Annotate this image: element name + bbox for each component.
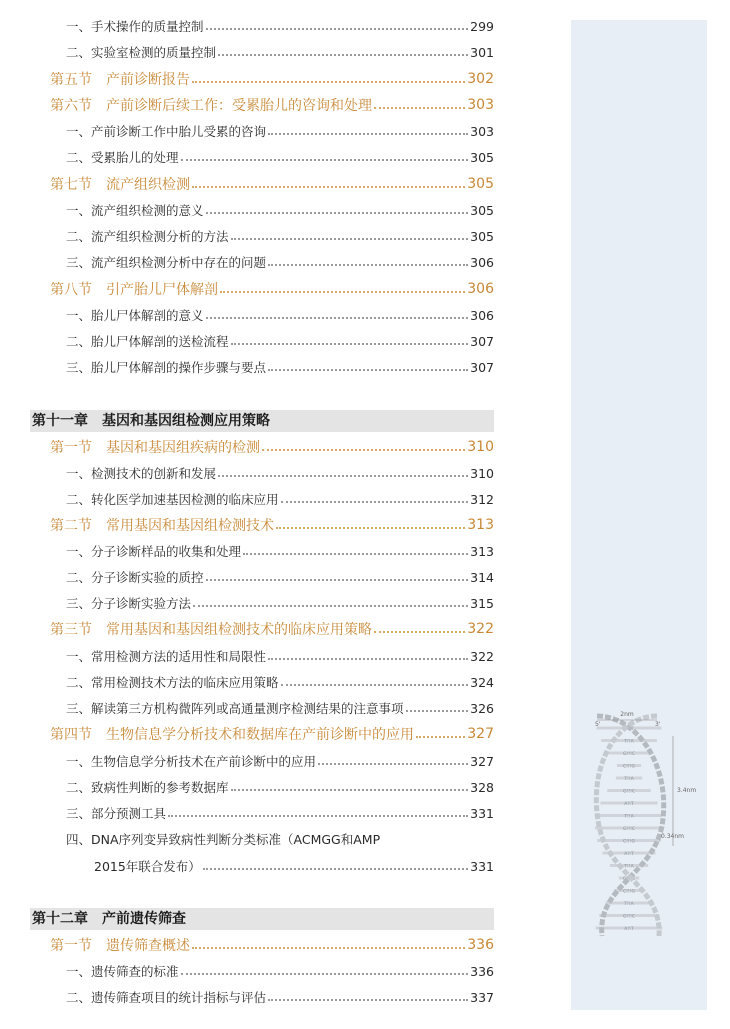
base-pair-label: T!!A bbox=[624, 814, 634, 820]
toc-entry-title: 第三节 常用基因和基因组检测技术的临床应用策略 bbox=[50, 622, 372, 638]
toc-entry-page: 331 bbox=[470, 805, 494, 821]
toc-entry[interactable] bbox=[66, 119, 494, 143]
dna-label-2nm: 2nm bbox=[620, 711, 634, 718]
toc-entry-page: 313 bbox=[467, 517, 494, 533]
toc-entry[interactable] bbox=[66, 303, 494, 327]
toc-entry[interactable] bbox=[66, 696, 494, 720]
toc-entry[interactable] bbox=[66, 145, 494, 169]
leader-dots bbox=[192, 186, 465, 188]
toc-entry-page: 331 bbox=[470, 858, 494, 874]
leader-dots bbox=[268, 369, 468, 371]
toc-entry-page: 306 bbox=[470, 307, 494, 323]
leader-dots bbox=[218, 475, 468, 477]
toc-entry-title: 第一节 基因和基因组疾病的检测 bbox=[50, 440, 260, 456]
toc-entry-page: 336 bbox=[470, 963, 494, 979]
toc-entry-page: 305 bbox=[467, 176, 494, 192]
base-pair-label: G!!!C bbox=[622, 827, 636, 832]
toc-entry[interactable] bbox=[66, 959, 494, 983]
chapter-heading[interactable]: 第十二章 产前遗传筛查 bbox=[30, 908, 494, 930]
toc-entry-page: 307 bbox=[470, 333, 494, 349]
toc-entry-page: 327 bbox=[467, 726, 494, 742]
leader-dots bbox=[168, 815, 468, 817]
toc-entry-title: 2015年联合发布） bbox=[94, 859, 201, 874]
toc-entry-title: 二、分子诊断实验的质控 bbox=[66, 570, 204, 585]
leader-dots bbox=[206, 28, 469, 30]
toc-entry[interactable] bbox=[66, 250, 494, 274]
dna-label-5prime: 5' bbox=[595, 721, 601, 728]
toc-entry-title: 第六节 产前诊断后续工作：受累胎儿的咨询和处理 bbox=[50, 98, 372, 114]
leader-dots bbox=[192, 947, 465, 949]
toc-entry-page: 301 bbox=[470, 44, 494, 60]
toc-entry[interactable] bbox=[66, 827, 494, 851]
toc-entry-page: 305 bbox=[470, 149, 494, 165]
toc-entry-title: 二、常用检测技术方法的临床应用策略 bbox=[66, 675, 279, 690]
toc-entry-page: 310 bbox=[470, 465, 494, 481]
toc-entry-page: 305 bbox=[470, 202, 494, 218]
toc-entry-title: 四、DNA序列变异致病性判断分类标准（ACMGG和AMP bbox=[66, 832, 381, 847]
toc-entry-page: 302 bbox=[467, 71, 494, 87]
base-pair-label: T!!A bbox=[624, 777, 634, 782]
toc-entry[interactable] bbox=[66, 224, 494, 248]
dna-double-helix-figure bbox=[577, 706, 699, 938]
toc-entry[interactable] bbox=[66, 461, 494, 485]
base-pair-label: T!!A bbox=[624, 864, 634, 870]
dna-label-rise: 0.34nm bbox=[661, 833, 685, 840]
leader-dots bbox=[281, 684, 469, 686]
leader-dots bbox=[374, 107, 465, 109]
leader-dots bbox=[206, 579, 469, 581]
leader-dots bbox=[416, 736, 465, 738]
toc-section-entry[interactable] bbox=[50, 933, 494, 957]
toc-entry-page: 337 bbox=[470, 989, 494, 1005]
toc-entry-title: 三、解读第三方机构微阵列或高通量测序检测结果的注意事项 bbox=[66, 701, 404, 716]
toc-entry-page: 315 bbox=[470, 595, 494, 611]
toc-entry[interactable] bbox=[66, 591, 494, 615]
toc-entry-page: 306 bbox=[470, 254, 494, 270]
base-pair-label: G!!!C bbox=[622, 789, 636, 795]
chapter-heading[interactable]: 第十一章 基因和基因组检测应用策略 bbox=[30, 410, 494, 432]
toc-entry-title: 一、常用检测方法的适用性和局限性 bbox=[66, 649, 267, 664]
base-pair-label: C!!!G bbox=[622, 764, 636, 770]
toc-section-entry[interactable] bbox=[50, 722, 494, 746]
base-pair-label: T!!A bbox=[624, 739, 634, 745]
toc-entry-page: 303 bbox=[467, 97, 494, 113]
dna-label-pitch: 3.4nm bbox=[677, 787, 697, 794]
leader-dots bbox=[268, 264, 468, 266]
leader-dots bbox=[406, 710, 469, 712]
leader-dots bbox=[193, 605, 468, 607]
toc-entry-title: 三、流产组织检测分析中存在的问题 bbox=[66, 255, 267, 270]
toc-entry-page: 310 bbox=[467, 439, 494, 455]
toc-entry-title: 第二节 常用基因和基因组检测技术 bbox=[50, 518, 274, 534]
toc-entry[interactable] bbox=[66, 749, 494, 773]
toc-entry[interactable] bbox=[66, 644, 494, 668]
toc-entry-page: 303 bbox=[470, 123, 494, 139]
toc-entry[interactable] bbox=[66, 565, 494, 589]
leader-dots bbox=[181, 159, 469, 161]
leader-dots bbox=[262, 449, 465, 451]
leader-dots bbox=[206, 317, 469, 319]
toc-entry-title: 一、胎儿尸体解剖的意义 bbox=[66, 308, 204, 323]
base-pair-label: T!!A bbox=[624, 902, 634, 907]
base-pair-label: G!!!C bbox=[622, 752, 636, 757]
toc-entry-title: 三、部分预测工具 bbox=[66, 806, 167, 821]
toc-section-entry[interactable] bbox=[50, 67, 494, 91]
leader-dots bbox=[281, 501, 469, 503]
leader-dots bbox=[206, 212, 469, 214]
toc-entry[interactable] bbox=[66, 670, 494, 694]
toc-entry-title: 第五节 产前诊断报告 bbox=[50, 72, 190, 88]
toc-entry[interactable] bbox=[66, 355, 494, 379]
toc-entry-title: 一、遗传筛查的标准 bbox=[66, 964, 179, 979]
toc-entry[interactable] bbox=[94, 854, 494, 878]
base-pair-label: G!!!C bbox=[622, 914, 636, 920]
toc-entry-page: 324 bbox=[470, 674, 494, 690]
toc-entry-title: 三、分子诊断实验方法 bbox=[66, 596, 192, 611]
leader-dots bbox=[181, 973, 469, 975]
toc-entry-title: 二、流产组织检测分析的方法 bbox=[66, 229, 229, 244]
toc-entry-title: 第一节 遗传筛查概述 bbox=[50, 938, 190, 954]
toc-entry-title: 三、胎儿尸体解剖的操作步骤与要点 bbox=[66, 360, 267, 375]
base-pair-label: A!!T bbox=[624, 927, 634, 932]
toc-entry-page: 336 bbox=[467, 937, 494, 953]
leader-dots bbox=[268, 133, 468, 135]
toc-entry[interactable] bbox=[66, 539, 494, 563]
leader-dots bbox=[220, 291, 465, 293]
toc-entry-title: 一、生物信息学分析技术在产前诊断中的应用 bbox=[66, 754, 317, 769]
leader-dots bbox=[192, 81, 465, 83]
toc-entry-title: 二、转化医学加速基因检测的临床应用 bbox=[66, 492, 279, 507]
toc-section-entry[interactable] bbox=[50, 277, 494, 301]
base-pair-label: G!!!C bbox=[622, 877, 636, 882]
leader-dots bbox=[374, 631, 465, 633]
toc-entry-page: 314 bbox=[470, 569, 494, 585]
toc-entry-title: 一、手术操作的质量控制 bbox=[66, 19, 204, 34]
toc-entry-page: 327 bbox=[470, 753, 494, 769]
toc-entry-page: 307 bbox=[470, 359, 494, 375]
base-pair-label: C!!!G bbox=[622, 839, 636, 845]
toc-entry[interactable] bbox=[66, 40, 494, 64]
toc-entry-page: 322 bbox=[467, 621, 494, 637]
toc-entry-title: 第八节 引产胎儿尸体解剖 bbox=[50, 282, 218, 298]
toc-entry-title: 第七节 流产组织检测 bbox=[50, 177, 190, 193]
toc-entry-page: 312 bbox=[470, 491, 494, 507]
base-pair-label: A!!T bbox=[624, 852, 634, 857]
toc-entry-title: 一、分子诊断样品的收集和处理 bbox=[66, 544, 242, 559]
toc-section-entry[interactable] bbox=[50, 617, 494, 641]
toc-entry-title: 第四节 生物信息学分析技术和数据库在产前诊断中的应用 bbox=[50, 727, 414, 743]
dna-label-3prime: 3' bbox=[655, 721, 661, 728]
toc-section-entry[interactable] bbox=[50, 93, 494, 117]
base-pair-label: C!!!G bbox=[622, 889, 636, 895]
toc-entry[interactable] bbox=[66, 801, 494, 825]
toc-entry-title: 二、受累胎儿的处理 bbox=[66, 150, 179, 165]
toc-section-entry[interactable] bbox=[50, 172, 494, 196]
toc-entry-title: 一、检测技术的创新和发展 bbox=[66, 466, 217, 481]
toc-entry[interactable] bbox=[66, 14, 494, 38]
toc-entry[interactable] bbox=[66, 329, 494, 353]
toc-entry-page: 322 bbox=[470, 648, 494, 664]
toc-entry-page: 313 bbox=[470, 543, 494, 559]
leader-dots bbox=[231, 238, 469, 240]
leader-dots bbox=[276, 527, 465, 529]
toc-entry-title: 二、遗传筛查项目的统计指标与评估 bbox=[66, 990, 267, 1005]
toc-entry[interactable] bbox=[66, 985, 494, 1009]
toc-entry-page: 305 bbox=[470, 228, 494, 244]
toc-entry-page: 299 bbox=[470, 18, 494, 34]
leader-dots bbox=[203, 868, 468, 870]
toc-entry-title: 二、实验室检测的质量控制 bbox=[66, 45, 217, 60]
leader-dots bbox=[218, 54, 468, 56]
toc-entry-title: 二、致病性判断的参考数据库 bbox=[66, 780, 229, 795]
toc-entry-title: 二、胎儿尸体解剖的送检流程 bbox=[66, 334, 229, 349]
toc-entry-page: 328 bbox=[470, 779, 494, 795]
toc-entry-title: 一、流产组织检测的意义 bbox=[66, 203, 204, 218]
leader-dots bbox=[318, 763, 468, 765]
toc-entry-title: 一、产前诊断工作中胎儿受累的咨询 bbox=[66, 124, 267, 139]
leader-dots bbox=[268, 658, 468, 660]
leader-dots bbox=[268, 999, 468, 1001]
base-pair-label: A!!T bbox=[624, 727, 634, 732]
base-pair-label: A!!T bbox=[624, 802, 634, 807]
toc-entry[interactable] bbox=[66, 487, 494, 511]
leader-dots bbox=[243, 553, 468, 555]
toc-entry-page: 326 bbox=[470, 700, 494, 716]
leader-dots bbox=[231, 789, 469, 791]
toc-entry-page: 306 bbox=[467, 281, 494, 297]
toc-entry[interactable] bbox=[66, 775, 494, 799]
toc-entry[interactable] bbox=[66, 198, 494, 222]
toc-section-entry[interactable] bbox=[50, 435, 494, 459]
toc-section-entry[interactable] bbox=[50, 513, 494, 537]
leader-dots bbox=[231, 343, 469, 345]
